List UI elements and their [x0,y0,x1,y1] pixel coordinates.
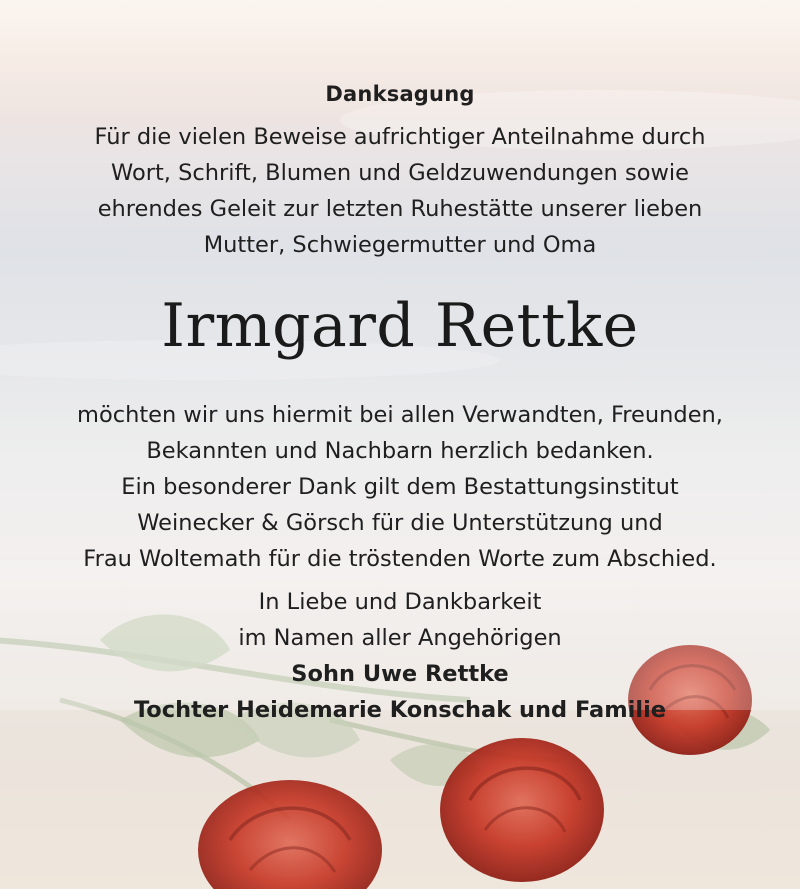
signatory-daughter: Tochter Heidemarie Konschak und Familie [133,697,667,723]
intro-line: Wort, Schrift, Blumen und Geldzuwendungen sowie [111,160,689,186]
intro-line: Mutter, Schwiegermutter und Oma [203,232,597,258]
notice-heading: Danksagung [325,82,475,106]
intro-line: ehrendes Geleit zur letzten Ruhestätte unserer lieben [97,196,703,222]
intro-line: Für die vielen Beweise aufrichtiger Anteilnahme durch [94,124,706,150]
deceased-name: Irmgard Rettke [161,291,639,361]
signatory-son: Sohn Uwe Rettke [291,661,509,687]
thanks-line: Weinecker & Görsch für die Unterstützung und [137,510,663,536]
intro-paragraph [0,119,800,263]
closing-block [0,584,800,728]
thanks-line: Bekannten und Nachbarn herzlich bedanken. [146,438,654,464]
thanks-paragraph [0,397,800,577]
thanks-line: möchten wir uns hiermit bei allen Verwandten, Freunden, [77,402,723,428]
closing-line: im Namen aller Angehörigen [238,625,562,651]
thanks-line: Ein besonderer Dank gilt dem Bestattungsinstitut [121,474,679,500]
closing-line: In Liebe und Dankbarkeit [258,589,542,615]
thanks-line: Frau Woltemath für die tröstenden Worte zum Abschied. [83,546,717,572]
